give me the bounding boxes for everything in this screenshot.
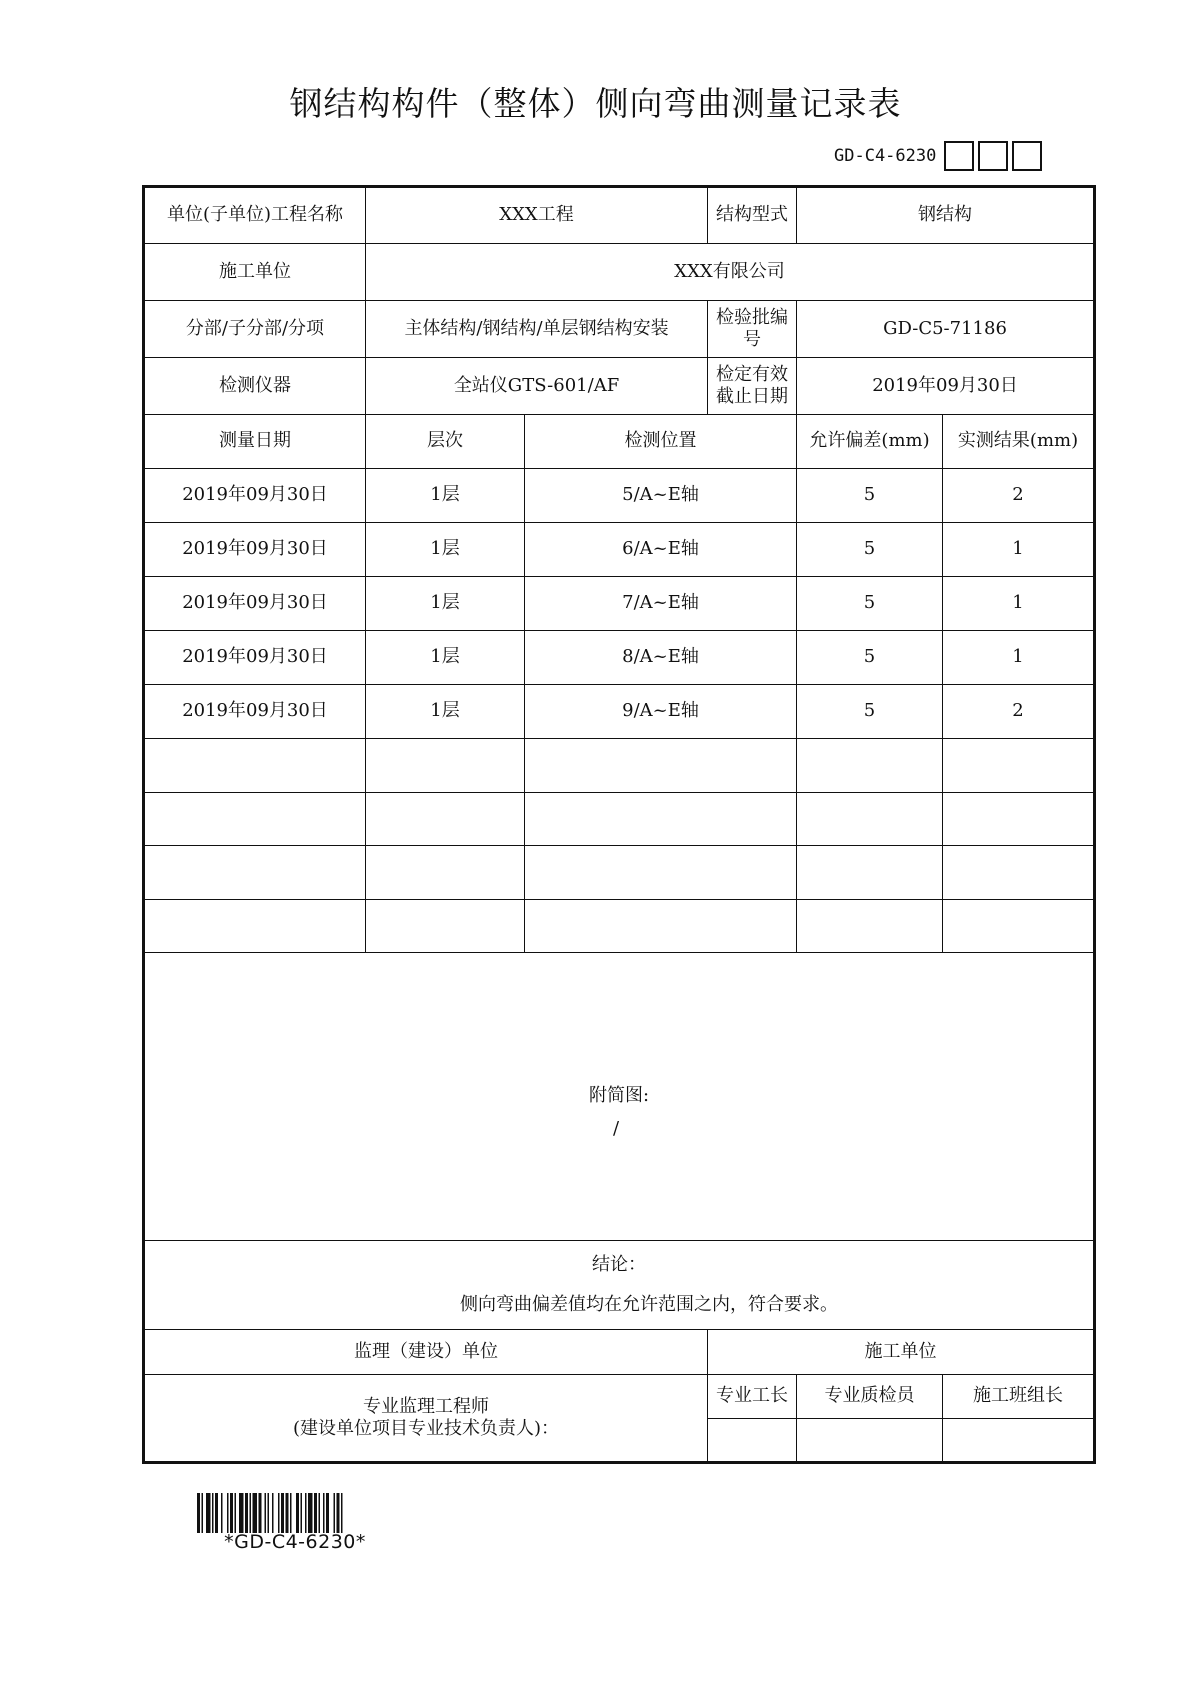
barcode-bar	[301, 1493, 303, 1533]
header-position: 检测位置	[525, 415, 797, 469]
barcode-bar	[197, 1493, 200, 1533]
barcode-bar	[323, 1493, 325, 1533]
empty-cell	[366, 793, 525, 846]
empty-cell	[144, 846, 366, 900]
barcode-bar	[221, 1493, 223, 1533]
empty-cell	[797, 793, 943, 846]
barcode-bar	[341, 1493, 343, 1533]
valid-label-line1: 检定有效	[716, 363, 789, 385]
cell-result: 1	[943, 523, 1095, 577]
cell-result: 2	[943, 685, 1095, 739]
sign-inspector	[797, 1419, 943, 1463]
cell-date: 2019年09月30日	[144, 685, 366, 739]
empty-cell	[366, 900, 525, 953]
cell-result: 1	[943, 631, 1095, 685]
barcode-bar	[337, 1493, 340, 1533]
barcode-bar	[259, 1493, 262, 1533]
conclusion-text: 侧向弯曲偏差值均在允许范围之内，符合要求。	[460, 1294, 838, 1315]
empty-cell	[366, 846, 525, 900]
structure-label: 结构型式	[708, 187, 797, 244]
empty-row	[144, 739, 1095, 793]
attachment-label: 附简图:	[588, 1085, 650, 1107]
cell-allowed: 5	[797, 469, 943, 523]
valid-label	[708, 358, 797, 415]
barcode-bar	[281, 1493, 284, 1533]
form-code: GD-C4-6230	[834, 146, 937, 166]
code-box-1	[944, 141, 974, 171]
supervisor-header: 监理（建设）单位	[144, 1330, 708, 1375]
batch-value: GD-C5-71186	[797, 301, 1095, 358]
header-floor: 层次	[366, 415, 525, 469]
barcode-bar	[245, 1493, 248, 1533]
role-inspector: 专业质检员	[797, 1375, 943, 1419]
cell-result: 1	[943, 577, 1095, 631]
empty-cell	[943, 900, 1095, 953]
barcode-bar	[268, 1493, 270, 1533]
barcode-bar	[230, 1493, 233, 1533]
barcode-bar	[308, 1493, 313, 1533]
cell-position: 6/A~E轴	[525, 523, 797, 577]
empty-cell	[144, 793, 366, 846]
attachment-cell	[144, 953, 1095, 1241]
attachment-mark: /	[613, 1118, 620, 1139]
info-row-constructor	[144, 244, 1095, 301]
barcode-bar	[253, 1493, 258, 1533]
barcode-bar	[215, 1493, 218, 1533]
barcode-bar	[334, 1493, 336, 1533]
empty-cell	[525, 739, 797, 793]
empty-cell	[797, 739, 943, 793]
unit-value: XXX工程	[366, 187, 708, 244]
valid-label-line2: 截止日期	[716, 386, 789, 407]
cell-floor: 1层	[366, 685, 525, 739]
code-box-3	[1012, 141, 1042, 171]
header-allowed: 允许偏差(mm)	[797, 415, 943, 469]
form-code-line	[834, 138, 1042, 174]
barcode-bar	[290, 1493, 292, 1533]
empty-row	[144, 793, 1095, 846]
cell-date: 2019年09月30日	[144, 631, 366, 685]
barcode-bar	[326, 1493, 329, 1533]
empty-cell	[943, 846, 1095, 900]
empty-cell	[797, 846, 943, 900]
sign-team-leader	[943, 1419, 1095, 1463]
code-box-2	[978, 141, 1008, 171]
empty-row	[144, 900, 1095, 953]
cell-floor: 1层	[366, 631, 525, 685]
empty-cell	[797, 900, 943, 953]
barcode-bar	[305, 1493, 307, 1533]
cell-floor: 1层	[366, 577, 525, 631]
structure-value: 钢结构	[797, 187, 1095, 244]
cell-allowed: 5	[797, 577, 943, 631]
barcode-bar	[239, 1493, 244, 1533]
barcode-bar	[202, 1493, 204, 1533]
empty-row	[144, 846, 1095, 900]
cell-floor: 1层	[366, 469, 525, 523]
info-row-instrument	[144, 358, 1095, 415]
supervisor-sign-cell	[144, 1375, 708, 1463]
header-result: 实测结果(mm)	[943, 415, 1095, 469]
table-row	[144, 577, 1095, 631]
conclusion-row	[144, 1241, 1095, 1330]
conclusion-cell	[144, 1241, 1095, 1330]
cell-position: 7/A~E轴	[525, 577, 797, 631]
instrument-label: 检测仪器	[144, 358, 366, 415]
role-foreman: 专业工长	[708, 1375, 797, 1419]
empty-cell	[943, 739, 1095, 793]
cell-position: 5/A~E轴	[525, 469, 797, 523]
record-form-table	[142, 185, 1096, 1464]
empty-cell	[366, 739, 525, 793]
barcode-bar	[227, 1493, 229, 1533]
division-value: 主体结构/钢结构/单层钢结构安装	[366, 301, 708, 358]
table-row	[144, 685, 1095, 739]
empty-cell	[144, 900, 366, 953]
empty-cell	[144, 739, 366, 793]
cell-result: 2	[943, 469, 1095, 523]
cell-date: 2019年09月30日	[144, 523, 366, 577]
signature-header-row	[144, 1330, 1095, 1375]
signature-role-row	[144, 1375, 1095, 1419]
role-team-leader: 施工班组长	[943, 1375, 1095, 1419]
measure-header-row	[144, 415, 1095, 469]
cell-allowed: 5	[797, 523, 943, 577]
table-row	[144, 469, 1095, 523]
cell-position: 8/A~E轴	[525, 631, 797, 685]
supervisor-line1: 专业监理工程师	[363, 1395, 489, 1417]
empty-cell	[943, 793, 1095, 846]
batch-label: 检验批编号	[708, 301, 797, 358]
barcode-bar	[278, 1493, 280, 1533]
barcode-bar	[286, 1493, 289, 1533]
barcode-bar	[272, 1493, 274, 1533]
cell-allowed: 5	[797, 685, 943, 739]
cell-position: 9/A~E轴	[525, 685, 797, 739]
empty-cell	[525, 846, 797, 900]
barcode-bar	[296, 1493, 299, 1533]
cell-allowed: 5	[797, 631, 943, 685]
barcode-text: *GD-C4-6230*	[224, 1531, 366, 1553]
attachment-row	[144, 953, 1095, 1241]
constructor-value: XXX有限公司	[366, 244, 1095, 301]
barcode	[197, 1493, 393, 1553]
barcode-bar	[319, 1493, 321, 1533]
barcode-bar	[265, 1493, 267, 1533]
constructor-label: 施工单位	[144, 244, 366, 301]
table-row	[144, 523, 1095, 577]
cell-date: 2019年09月30日	[144, 577, 366, 631]
instrument-value: 全站仪GTS-601/AF	[366, 358, 708, 415]
info-row-division	[144, 301, 1095, 358]
unit-label: 单位(子单位)工程名称	[144, 187, 366, 244]
cell-date: 2019年09月30日	[144, 469, 366, 523]
valid-value: 2019年09月30日	[797, 358, 1095, 415]
barcode-bar	[235, 1493, 237, 1533]
empty-cell	[525, 900, 797, 953]
table-row	[144, 631, 1095, 685]
empty-cell	[525, 793, 797, 846]
barcode-bars	[197, 1493, 393, 1533]
division-label: 分部/子分部/分项	[144, 301, 366, 358]
barcode-bar	[250, 1493, 252, 1533]
info-row-unit	[144, 187, 1095, 244]
form-title: 钢结构构件（整体）侧向弯曲测量记录表	[289, 84, 902, 123]
header-date: 测量日期	[144, 415, 366, 469]
supervisor-line2: (建设单位项目专业技术负责人)：	[292, 1418, 560, 1439]
sign-foreman	[708, 1419, 797, 1463]
barcode-bar	[314, 1493, 317, 1533]
conclusion-label: 结论：	[592, 1253, 646, 1275]
barcode-bar	[212, 1493, 214, 1533]
constructor-header: 施工单位	[708, 1330, 1095, 1375]
barcode-bar	[206, 1493, 211, 1533]
cell-floor: 1层	[366, 523, 525, 577]
